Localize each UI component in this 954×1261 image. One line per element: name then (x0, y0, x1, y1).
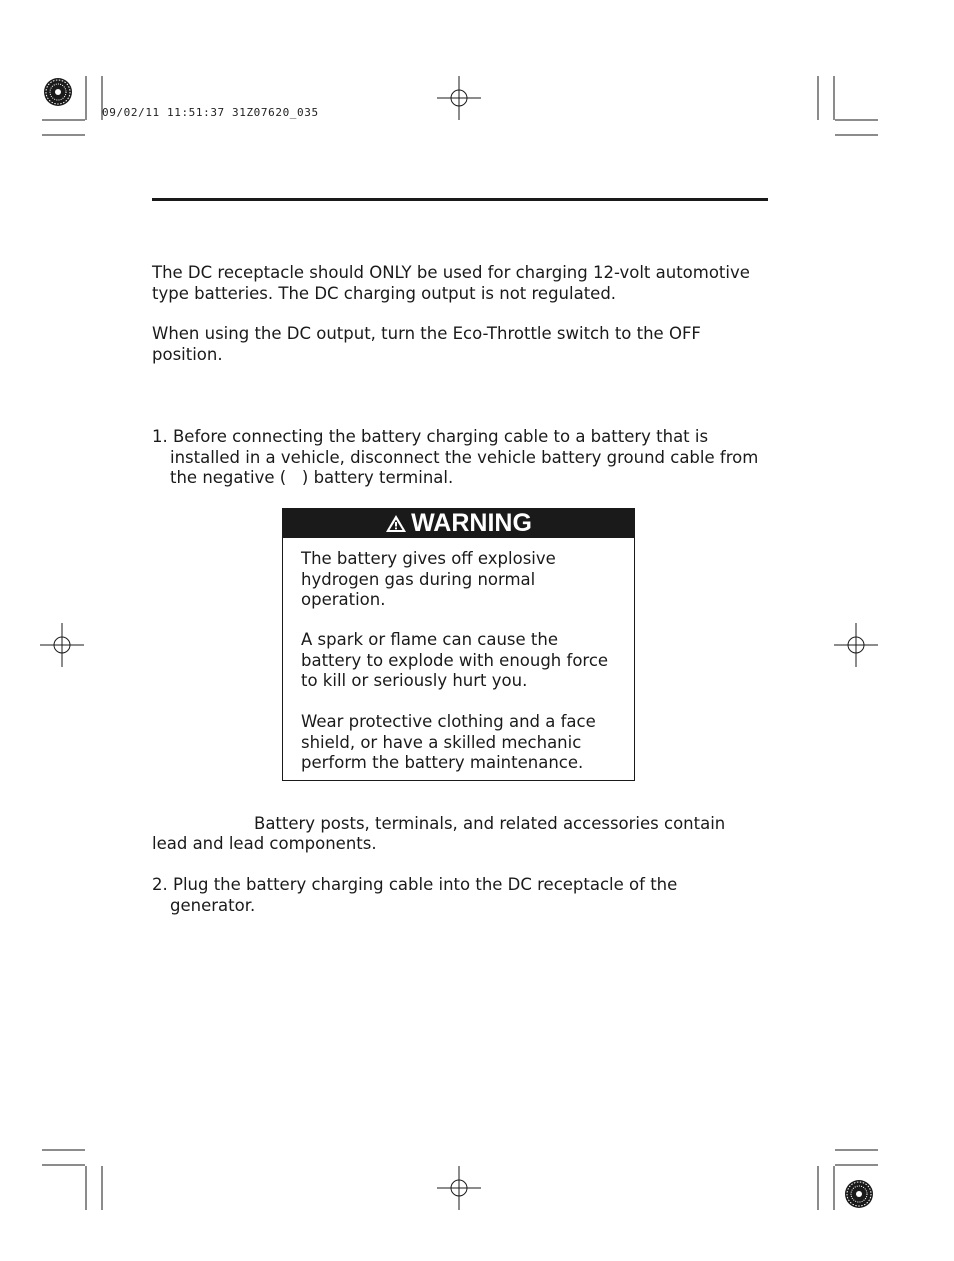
warning-header (283, 509, 634, 538)
warning-box (282, 508, 635, 781)
intro-paragraph-1: The DC receptacle should ONLY be used for charging 12-volt automotive type batteries. The DC charging output is not regulated. (152, 263, 750, 303)
warning-triangle-icon (385, 514, 407, 533)
warning-paragraph-3: Wear protective clothing and a face shield, or have a skilled mechanic perform the battery maintenance. (301, 712, 596, 772)
intro-paragraph-2: When using the DC output, turn the Eco-Throttle switch to the OFF position. (152, 324, 701, 364)
warning-paragraph-2: A spark or flame can cause the battery to explode with enough force to kill or seriously hurt you. (301, 630, 609, 690)
section-divider (152, 198, 768, 201)
warning-title: WARNING (411, 509, 532, 537)
print-timestamp: 09/02/11 11:51:37 31Z07620_035 (102, 106, 319, 119)
step-2: 2. Plug the battery charging cable into the DC receptacle of the generator. (152, 875, 678, 915)
lead-notice-line-1: Battery posts, terminals, and related accessories contain (254, 814, 726, 833)
warning-paragraph-1: The battery gives off explosive hydrogen gas during normal operation. (301, 549, 556, 609)
lead-notice-line-2: lead and lead components. (152, 834, 377, 853)
step-1: 1. Before connecting the battery charging cable to a battery that is installed in a vehicle, disconnect the vehicle battery ground cable from the negative ( ) battery terminal. (152, 427, 759, 487)
